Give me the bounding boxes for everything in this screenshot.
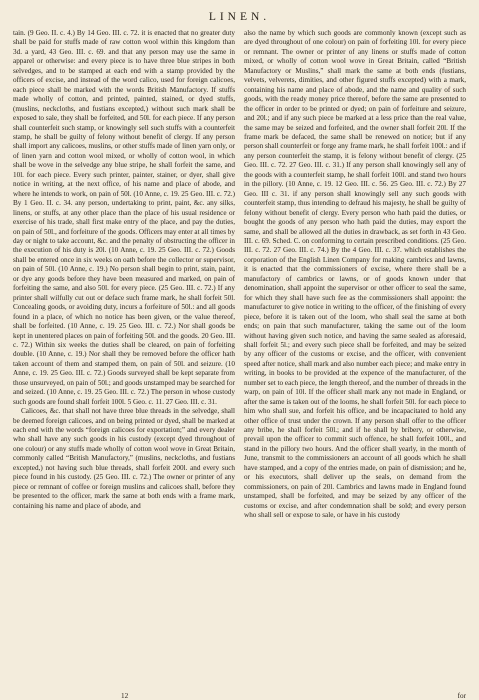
left-paragraph-1: tain. (9 Geo. II. c. 4.) By 14 Geo. III. c. 72. it is enacted that no greater duty shall be paid for stuffs made of raw cotton wool within this kingdom than 3d. a yard, 43 Geo. III. c. 69. and that any person may use the same in apparel or otherwise: and every piece is to have three blue stripes in both selvedges, and to be stamped at each end with a stamp provided by the officers of excise, and instead of the word calico, used for foreign calicoes, each piece shall be marked with the words British Manufactory. If stuffs made wholly of cotton, and printed, painted, stained, or dyed stuffs, (muslins, neckcloths, and fustians excepted,) without such mark shall be exposed to sale, they shall be forfeited, and 50l. for each piece. If any person shall counterfeit such stamp, or knowingly sell such stuffs with a counterfeit stamp, he shall be guilty of felony without benefit of clergy. If any person shall import any calicoes, muslins, or other stuffs made of linen yarn only, or of linen yarn and cotton wool mixed, or wholly of cotton wool, in which shall be wove in the selvedge any blue stripe, he shall forfeit the same, and 10l. for each piece. Every such printer, painter, stainer, or dyer, shall give notice in writing, at the next office, of his name and place of abode, and where he intends to work, on pain of 50l. (10 Anne, c. 19. 25 Geo. III. c. 72.) By 1 Geo. II. c. 34. any person, undertaking to print, paint, &c. any silks, linens, or stuffs, at any other place than the place of his usual residence or exercise of his trade, shall first make entry of the place, and pay the duties, on pain of 50l., and forfeiture of the goods. Officers may enter at all times by day or night to take account, &c. and the penalty of obstructing the officer in the execution of his duty is 20l. (10 Anne, c. 19. 25 Geo. III. c. 72.) Goods shall be entered once in six weeks on oath before the collector or supervisor, on pain of 50l. (10 Anne, c. 19.) No person shall begin to print, stain, paint, or dye any goods before they have been measured and marked, on pain of forfeiting the same, and also 50l. for every piece. (25 Geo. III. c. 72.) If any printer shall wilfully cut out or deface such frame mark, he shall forfeit 50l. Concealing goods, or avoiding duty, incurs a forfeiture of 50l.: and all goods found in a place, of which no notice has been given, or the value thereof, shall be forfeited. (10 Anne, c. 19. 25 Geo. III. c. 72.) Nor shall goods be kept in unentered places on pain of forfeiting 50l. and the goods. 20 Geo. III. c. 72.) Within six weeks the duties shall be cleared, on pain of forfeiting double. (10 Anne, c. 19.) Nor shall they be removed before the officer hath taken account of them and stamped them, on pain of 50l. and seizure. (10 Anne, c. 19. 25 Geo. III. c. 72.) Goods surveyed shall be kept separate from those unsurveyed, on pain of 50l.; and goods unstamped may be searched for and seized. (10 Anne, c. 19. 25 Geo. III. c. 72.) The person in whose custody such goods are found shall forfeit 100l. 5 Geo. c. 11. 27 Geo. III. c. 31. — [13, 29, 235, 406]
right-column — [244, 29, 466, 669]
running-head: LINEN. — [208, 11, 271, 23]
page-number: 12 — [121, 692, 129, 700]
right-paragraph-1: also the name by which such goods are commonly known (except such as are dyed throughout of one colour) on pain of forfeiting 10l. for every piece or remnant. The owner or printer of any linens or stuffs made of cotton mixed, or wholly of cotton wool wove in Great Britain, called “British Manufactory or Muslins,” shall mark the same at both ends (fustians, velvets, velverets, dimities, and other figured stuffs excepted) with a mark, containing his name and place of abode, and the name and quality of such goods, with the ready money price thereof, before the same are presented to the officer in order to be printed or dyed; on pain of forfeiture and seizure, and 20l.; and if any such piece be marked at a less price than the real value, the same may be seized and forfeited, and the owner shall forfeit 20l. If the frame mark be defaced, the same shall be renewed on notice; but if any person shall counterfeit or forge any frame mark, he shall forfeit 100l.: and if any person counterfeit the stamp, it is felony without benefit of clergy. (25 Geo. III. c. 72. 27 Geo. III. c. 31.) If any person shall knowingly sell any of the goods with a counterfeit stamp, he shall forfeit 100l. and stand two hours in the pillory. (10 Anne, c. 19. 12 Geo. III. c. 56. 25 Geo. III. c. 72.) By 27 Geo. III c. 31. if any person shall knowingly sell any such goods with counterfeit stamp, thus intending to defraud his majesty, he shall be guilty of felony without benefit of clergy. Every person who hath paid the duties, or bought the goods of any person who hath paid the duties, may export the same, and shall be allowed all the duties in drawback, as set forth in 43 Geo. III. c. 69. Sched. C. on conforming to certain prescribed conditions. (25 Geo. III. c. 72. 27 Geo. III. c. 74.) By the 4 Geo. III. c. 37. which establishes the corporation of the English Linen Company for making cambrics and lawns, it is enacted that the commissioners of excise, where there shall be a manufactory of cambrics or lawns, or of goods known under that denomination, shall appoint the supervisor or other officer to seal the same, for which they shall have such fee as the commissioners shall appoint: the manufacturer to give notice in writing to the officer, of the finishing of every piece, before it is taken out of the loom, who shall seal the same at both ends; on pain that such manufacturer, taking the same out of the loom without having given such notice, and having the same sealed as aforesaid, shall forfeit 5l.; and every such piece shall be forfeited, and may be seized by any officer of the customs or excise, and the officer, with convenient speed after notice, shall mark and also number each piece; and make entry in writing, in books to be provided at the expence of the manufacturer, of the number set to each piece, the length thereof, and the number of threads in the warp, on pain of 10l. If the officer shall mark any not made in England, or after the same is taken out of the looms, he shall forfeit 50l. for each piece to him who shall sue, and forfeit his office, and be incapacitated to hold any other office of trust under the crown. If any person shall offer to the officer any bribe, he shall forfeit 50l.; and if he shall by bribery, or otherwise, prevail upon the officer to commit such offence, he shall forfeit 100l., and stand in the pillory two hours. And the officer shall yearly, in the month of June, transmit to the commissioners an account of all goods which he shall have stamped, and a copy of the entries made, on pain of dismission; and he, or his executors, shall deliver up the seals, on demand from the commissioners, on pain of 20l. Cambrics and lawns made in England found unstamped, shall be forfeited, and may be seized by any officer of the customs or excise, and after condemnation shall be sold; and every person who shall sell or expose to sale, or have in his custody — [244, 29, 466, 520]
left-column — [13, 29, 235, 669]
left-paragraph-2: Calicoes, &c. that shall not have three blue threads in the selvedge, shall be deemed foreign calicoes, and on being printed or dyed, shall be marked at each end with the words “foreign calicoes for exportation;” and every dealer who shall have any such goods in his custody (except dyed throughout of one colour) or any stuffs made wholly of cotton wool wove in Great Britain, commonly called “British Manufactory,” (muslins, neckcloths, and fustians excepted,) not having such blue threads, shall forfeit 200l. and every such piece found in his custody. (25 Geo. III. c. 72.) The owner or printer of any piece or remnant of coffee or foreign muslins and calicoes shall, before they be presented to the officer, mark the same at both ends with a frame mark, containing his name and place of abode, and — [13, 407, 235, 510]
text-columns — [13, 29, 466, 669]
catchword: for — [457, 692, 466, 700]
